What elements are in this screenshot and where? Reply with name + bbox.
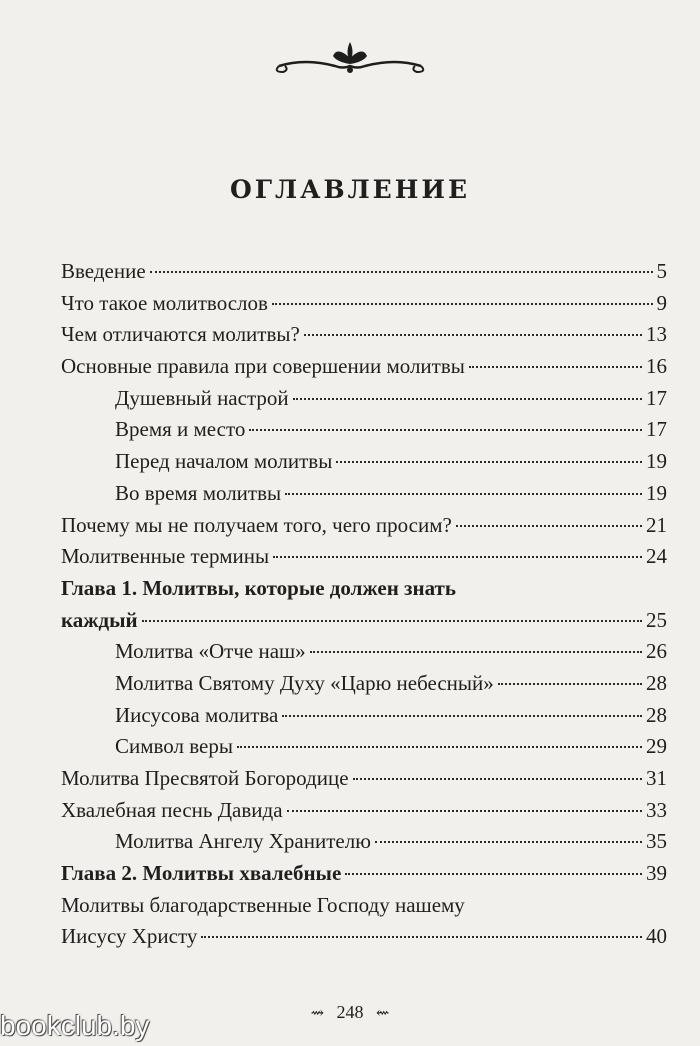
toc-entry-page: 25 bbox=[646, 607, 667, 632]
dot-leader bbox=[285, 493, 642, 495]
dot-leader bbox=[336, 461, 642, 463]
dot-leader bbox=[287, 810, 642, 812]
toc-entry[interactable] bbox=[61, 541, 667, 573]
toc-entry[interactable] bbox=[61, 573, 667, 605]
toc-entry[interactable] bbox=[61, 763, 667, 795]
toc-entry-label: Что такое молитвослов bbox=[61, 290, 268, 315]
dot-leader bbox=[345, 873, 642, 875]
toc-entry-page: 17 bbox=[646, 385, 667, 410]
toc-entry[interactable] bbox=[61, 858, 667, 890]
toc-entry-page: 9 bbox=[656, 290, 667, 315]
toc-entry[interactable] bbox=[61, 351, 667, 383]
toc-entry[interactable] bbox=[61, 795, 667, 827]
toc-entry-page: 26 bbox=[646, 639, 667, 664]
table-of-contents bbox=[61, 256, 667, 953]
toc-entry-page: 19 bbox=[646, 480, 667, 505]
toc-entry-page: 28 bbox=[646, 670, 667, 695]
toc-entry[interactable] bbox=[61, 510, 667, 542]
toc-entry[interactable] bbox=[61, 256, 667, 288]
toc-entry-label: Глава 1. Молитвы, которые должен знать bbox=[61, 575, 456, 600]
toc-entry[interactable] bbox=[61, 414, 667, 446]
dot-leader bbox=[375, 841, 642, 843]
toc-entry-label: Иисусу Христу bbox=[61, 924, 198, 949]
dot-leader bbox=[282, 715, 642, 717]
left-arrow-icon: ⇝ bbox=[310, 1005, 324, 1022]
toc-entry-label: Перед началом молитвы bbox=[115, 449, 333, 474]
page-number: 248 bbox=[336, 1002, 364, 1022]
toc-entry-label: Почему мы не получаем того, чего просим? bbox=[61, 512, 452, 537]
toc-entry-page: 16 bbox=[646, 354, 667, 379]
dot-leader bbox=[272, 303, 653, 305]
toc-entry-page: 17 bbox=[646, 417, 667, 442]
toc-entry-label: Введение bbox=[61, 259, 146, 283]
toc-entry[interactable] bbox=[61, 731, 667, 763]
toc-entry-page: 28 bbox=[646, 702, 667, 727]
toc-entry[interactable] bbox=[61, 605, 667, 637]
toc-entry-label: Чем отличаются молитвы? bbox=[61, 322, 300, 347]
toc-entry-label: Во время молитвы bbox=[115, 480, 282, 505]
toc-entry-page: 33 bbox=[646, 797, 667, 822]
toc-entry-label: Глава 2. Молитвы хвалебные bbox=[61, 861, 342, 886]
watermark-logo: bookclub.by bbox=[0, 1010, 150, 1041]
toc-entry[interactable] bbox=[61, 921, 667, 953]
toc-entry-label: каждый bbox=[61, 607, 138, 632]
page-title: оглавление bbox=[229, 166, 471, 207]
dot-leader bbox=[293, 398, 642, 400]
toc-entry[interactable] bbox=[61, 383, 667, 415]
dot-leader bbox=[304, 334, 642, 336]
toc-entry-page: 35 bbox=[646, 829, 667, 854]
toc-entry[interactable] bbox=[61, 890, 667, 922]
toc-entry-label: Основные правила при совершении молитвы bbox=[61, 354, 465, 379]
toc-entry[interactable] bbox=[61, 700, 667, 732]
toc-entry-page: 24 bbox=[646, 544, 667, 569]
toc-entry-label: Молитва «Отче наш» bbox=[115, 639, 306, 664]
toc-entry-page: 29 bbox=[646, 734, 667, 759]
dot-leader bbox=[469, 366, 642, 368]
dot-leader bbox=[273, 556, 642, 558]
toc-entry-label: Молитвенные термины bbox=[61, 544, 270, 569]
toc-entry-page: 13 bbox=[646, 322, 667, 347]
dot-leader bbox=[310, 651, 642, 653]
toc-entry-page: 21 bbox=[646, 512, 667, 537]
toc-entry[interactable] bbox=[61, 446, 667, 478]
toc-entry[interactable] bbox=[61, 288, 667, 320]
dot-leader bbox=[353, 778, 642, 780]
dot-leader bbox=[249, 429, 642, 431]
toc-entry[interactable] bbox=[61, 319, 667, 351]
dot-leader bbox=[237, 746, 642, 748]
toc-entry-label: Душевный настрой bbox=[115, 385, 289, 410]
toc-entry-label: Молитва Пресвятой Богородице bbox=[61, 766, 349, 790]
dot-leader bbox=[142, 620, 642, 622]
toc-entry-label: Молитвы благодарственные Господу нашему bbox=[61, 892, 465, 917]
dot-leader bbox=[498, 683, 642, 685]
toc-entry-page: 40 bbox=[646, 924, 667, 949]
toc-entry[interactable] bbox=[61, 478, 667, 510]
toc-entry[interactable] bbox=[61, 668, 667, 700]
toc-entry-page: 5 bbox=[656, 259, 667, 283]
toc-entry-label: Иисусова молитва bbox=[115, 702, 279, 727]
toc-entry-label: Символ веры bbox=[115, 734, 233, 759]
right-arrow-icon: ⇜ bbox=[376, 1005, 390, 1022]
toc-entry[interactable] bbox=[61, 826, 667, 858]
toc-entry-page: 31 bbox=[646, 766, 667, 790]
toc-entry-label: Молитва Святому Духу «Царю небесный» bbox=[115, 670, 494, 695]
dot-leader bbox=[456, 525, 642, 527]
toc-entry-label: Молитва Ангелу Хранителю bbox=[115, 829, 371, 854]
ornament-icon bbox=[275, 36, 425, 78]
toc-entry[interactable] bbox=[61, 636, 667, 668]
toc-entry-page: 39 bbox=[646, 861, 667, 886]
toc-entry-label: Хвалебная песнь Давида bbox=[61, 797, 283, 822]
dot-leader bbox=[150, 271, 653, 273]
toc-entry-label: Время и место bbox=[115, 417, 246, 442]
dot-leader bbox=[201, 936, 642, 938]
toc-entry-page: 19 bbox=[646, 449, 667, 474]
